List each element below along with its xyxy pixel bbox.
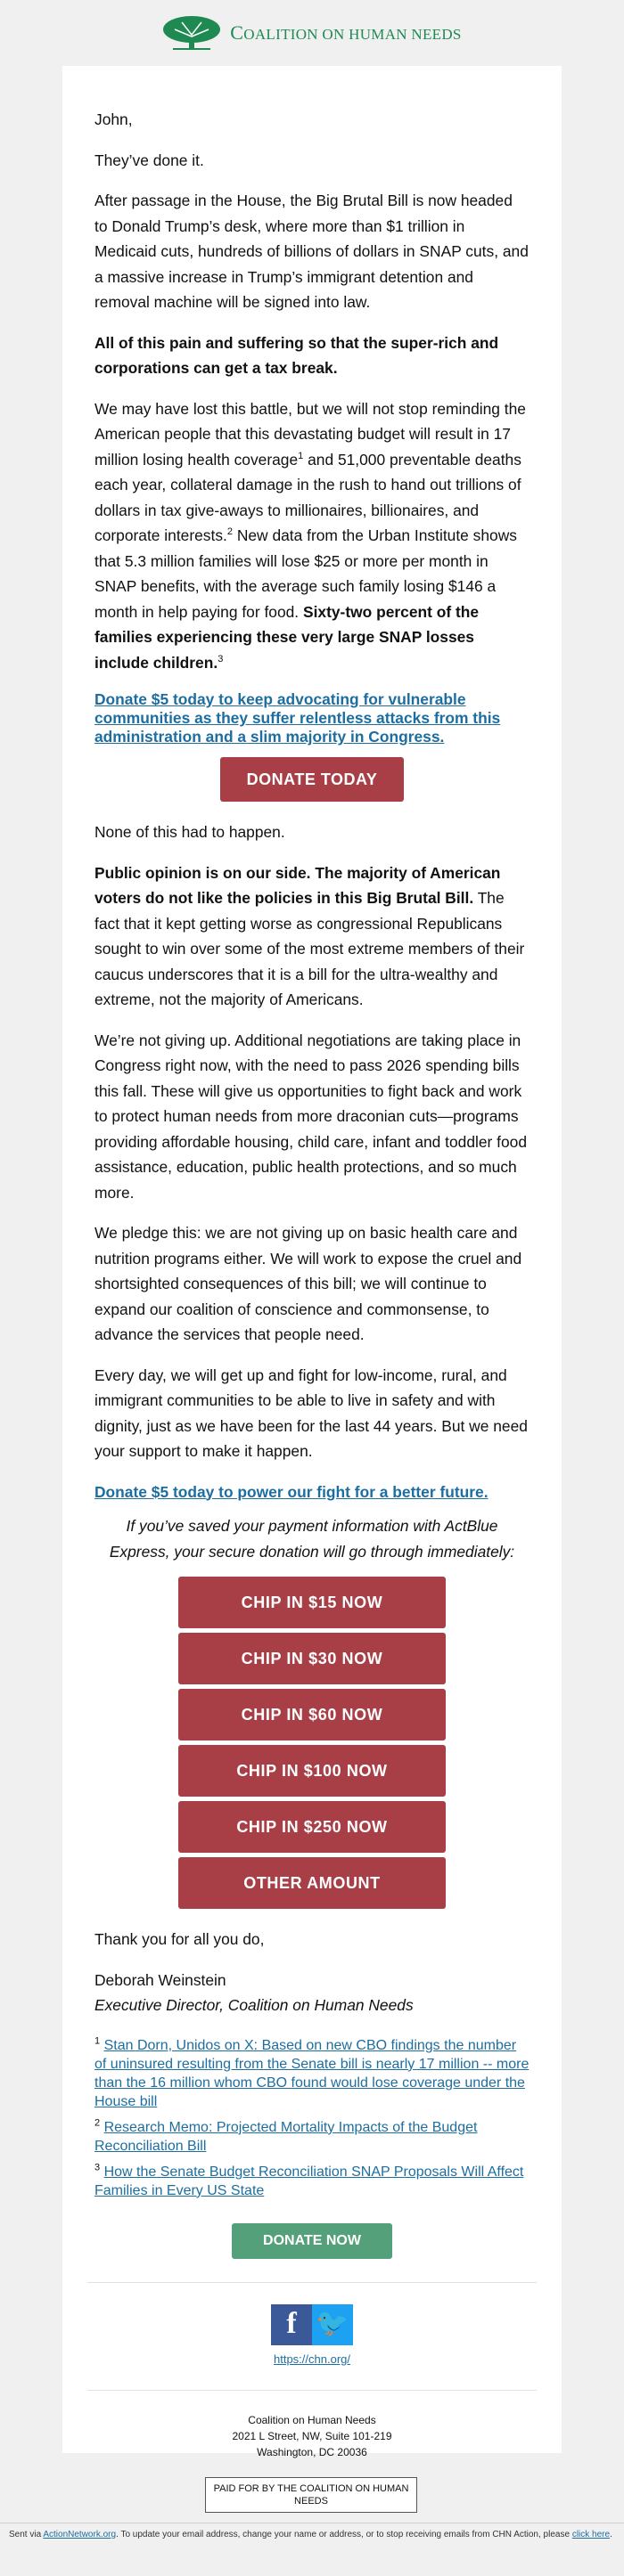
- footnote-link[interactable]: Stan Dorn, Unidos on X: Based on new CBO findings the number of uninsured resulting from the Senate bill is nearly 17 million -- more than the 16 million whom CBO found would lose coverage under the House bill: [94, 2037, 530, 2109]
- donate-link[interactable]: Donate $5 today to keep advocating for vulnerable communities as they suffer relentless attacks from this administration and a slim majority in Congress.: [94, 690, 501, 746]
- chip-in-15-button[interactable]: CHIP IN $15 NOW: [178, 1577, 446, 1628]
- action-network-link[interactable]: ActionNetwork.org: [43, 2530, 117, 2539]
- email-body: [62, 66, 562, 2460]
- closing: Thank you for all you do,: [94, 1930, 265, 1948]
- footnote: $^3$ How the Senate Budget Reconciliation SNAP Proposals Will Affect Families in Every US State: [94, 2162, 524, 2198]
- email-card: [62, 66, 562, 2458]
- chip-in-30-button[interactable]: CHIP IN $30 NOW: [178, 1633, 446, 1684]
- unsubscribe-link[interactable]: click here: [571, 2530, 611, 2539]
- actblue-express-note: If you’ve saved your payment information with ActBlue Express, your secure donation will go through immediately:: [109, 1517, 515, 1561]
- footnote-link[interactable]: Research Memo: Projected Mortality Impacts of the Budget Reconciliation Bill: [94, 2119, 478, 2154]
- paragraph: They’ve done it.: [94, 151, 204, 169]
- paragraph: After passage in the House, the Big Brutal Bill is now headed to Donald Trump’s desk, where more than $1 trillion in Medicaid cuts, hundreds of billions of dollars in SNAP cuts, and a massive increase in Trump’s immigrant detention and removal machine will be signed into law.: [94, 192, 529, 311]
- other-amount-button[interactable]: OTHER AMOUNT: [178, 1857, 446, 1909]
- chip-in-100-button[interactable]: CHIP IN $100 NOW: [178, 1745, 446, 1797]
- paragraph-bold: All of this pain and suffering so that the super-rich and corporations can get a tax break.: [94, 333, 499, 377]
- footnote-ref: 1: [298, 450, 304, 461]
- chip-in-250-button[interactable]: CHIP IN $250 NOW: [178, 1801, 446, 1853]
- chn-website-link[interactable]: https://chn.org/: [274, 2352, 350, 2366]
- email-header: [0, 0, 624, 66]
- signature: [94, 1968, 530, 2018]
- footnote: $^1$ Stan Dorn, Unidos on X: Based on new CBO findings the number of uninsured resulting from the Senate bill is nearly 17 million -- more than the 16 million whom CBO found would lose coverage under the House bill: [94, 2035, 530, 2109]
- donate-link[interactable]: Donate $5 today to power our fight for a better future.: [94, 1482, 489, 1501]
- paragraph: We may have lost this battle, but we will not stop reminding the American people that this devastating budget will result in 17 million losing health coverage$^1$ and 51,000 preventable deaths each year, collateral damage in the rush to hand out trillions of dollars in tax give-aways to millionaires, billionaires, and corporate interests.$^2$ New data from the Urban Institute shows that 5.3 million families will lose $25 or more per month in SNAP benefits, with the average such family losing $146 a month in help paying for food. Sixty-two percent of the families experiencing these very large SNAP losses include children.$^3$: [94, 399, 526, 672]
- social-icons: [94, 2304, 530, 2345]
- signer-name: Deborah Weinstein: [94, 1970, 226, 1989]
- email-footer: Sent via ActionNetwork.org. To update your email address, change your name or address, or to stop receiving emails from CHN Action, please click here.: [0, 2523, 624, 2576]
- paragraph: We pledge this: we are not giving up on basic health care and nutrition programs either. We will work to expose the cruel and shortsighted consequences of this bill; we will continue to expand our coalition of conscience and commonsense, to advance the services that people need.: [94, 1224, 522, 1343]
- greeting: John,: [94, 110, 133, 128]
- tree-logo-icon: [162, 15, 221, 51]
- paid-for-by-notice: PAID FOR BY THE COALITION ON HUMAN NEEDS: [205, 2477, 417, 2513]
- divider: [87, 2282, 537, 2283]
- twitter-icon[interactable]: 🐦: [312, 2304, 353, 2345]
- paragraph: None of this had to happen.: [94, 823, 285, 841]
- paragraph: Public opinion is on our side. The majority of American voters do not like the policies in this Big Brutal Bill. The fact that it kept getting worse as congressional Republicans sought to win over some of the most extreme members of their caucus underscores that it is a bill for the ultra-wealthy and extreme, not the majority of Americans.: [94, 863, 525, 1008]
- footnote: $^2$ Research Memo: Projected Mortality Impacts of the Budget Reconciliation Bill: [94, 2117, 478, 2154]
- donate-now-button[interactable]: DONATE NOW: [232, 2223, 392, 2259]
- paragraph: We’re not giving up. Additional negotiations are taking place in Congress right now, with the need to pass 2026 spending bills this fall. These will give us opportunities to fight back and work to protect human needs from more draconian cuts—programs providing affordable housing, child care, infant and toddler food assistance, education, public health protections, and so much more.: [94, 1031, 528, 1202]
- chip-in-60-button[interactable]: CHIP IN $60 NOW: [178, 1689, 446, 1740]
- paragraph: Every day, we will get up and fight for low-income, rural, and immigrant communities to be able to live in safety and with dignity, just as we have been for the last 44 years. But we need your support to make it happen.: [94, 1365, 528, 1460]
- footnote-ref: 2: [226, 526, 233, 538]
- footnote-ref: 3: [218, 653, 224, 664]
- signer-title: Executive Director, Coalition on Human Needs: [94, 1996, 414, 2014]
- footnotes: [94, 2036, 530, 2200]
- footnote-link[interactable]: How the Senate Budget Reconciliation SNAP Proposals Will Affect Families in Every US State: [94, 2164, 524, 2198]
- org-name-logo: COALITION ON HUMAN NEEDS: [230, 21, 462, 44]
- chip-in-buttons: [94, 1577, 530, 1909]
- mailing-address: Coalition on Human Needs 2021 L Street, NW, Suite 101-219 Washington, DC 20036: [232, 2414, 392, 2458]
- facebook-icon[interactable]: f: [271, 2304, 312, 2345]
- donate-today-button[interactable]: DONATE TODAY: [220, 757, 404, 802]
